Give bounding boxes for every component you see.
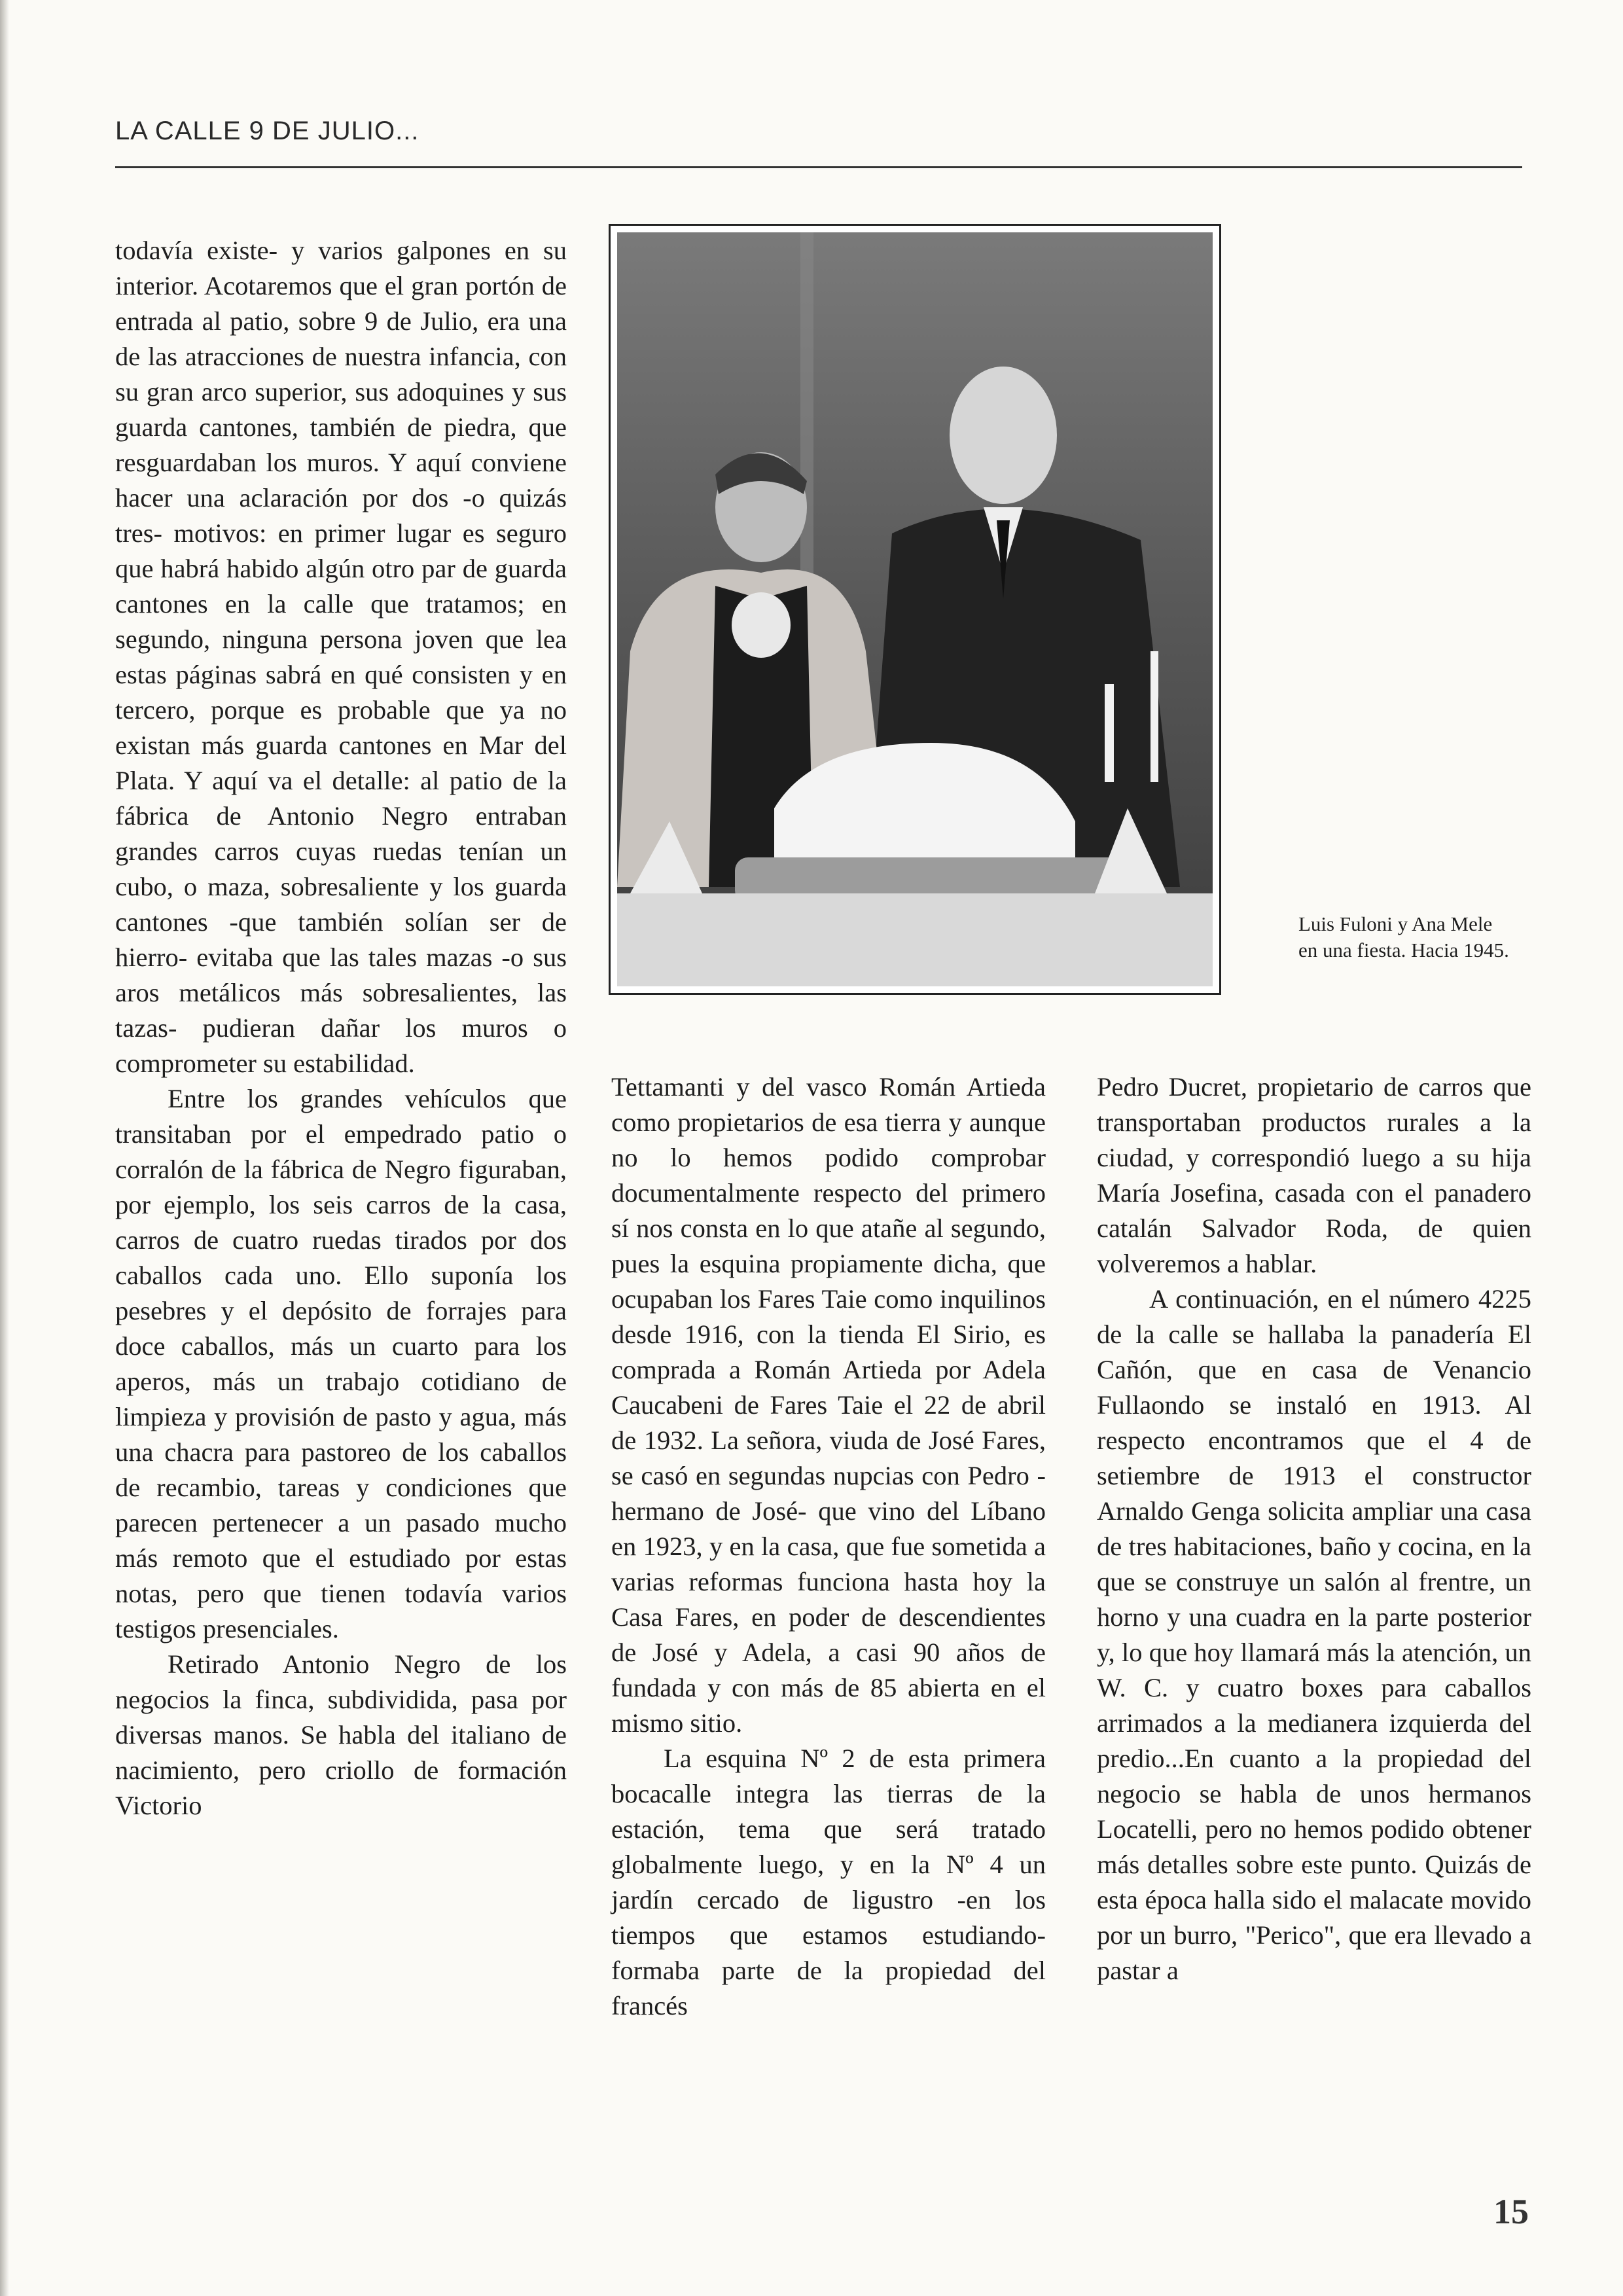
photo-frame [609,224,1221,995]
text-column-2 [611,1069,1046,2024]
header-rule [115,166,1522,168]
page-number: 15 [1493,2192,1529,2231]
running-header: LA CALLE 9 DE JULIO... [115,117,419,145]
historical-photograph [617,232,1213,986]
text-column-3 [1097,1069,1531,1988]
text-column-1 [115,233,567,1823]
paragraph: La esquina Nº 2 de esta primera bocacalle integra las tierras de la estación, tema que será tratado globalmente luego, y en la Nº 4 un jardín cercado de ligustro -en los tiempos que estamos estudiando- formaba parte de la propiedad del francés [611,1744,1046,2020]
paragraph: Entre los grandes vehículos que transitaban por el empedrado patio o corralón de la fábrica de Negro figuraban, por ejemplo, los seis carros de la casa, carros de cuatro ruedas tirados por dos caballos cada uno. Ello suponía los pesebres y el depósito de forrajes para doce caballos, más un cuarto para los aperos, más un trabajo cotidiano de limpieza y provisión de pasto y agua, más una chacra para pastoreo de los caballos de recambio, tareas y condiciones que parecen pertenecer a un pasado mucho más remoto que el estudiado por estas notas, pero que tienen todavía varios testigos presenciales. [115,1084,567,1643]
paragraph: Tettamanti y del vasco Román Artieda como propietarios de esa tierra y aunque no lo hemos podido comprobar documentalmente respecto del primero sí nos consta en lo que atañe al segundo, pues la esquina propiamente dicha, que ocupaban los Fares Taie como inquilinos desde 1916, con la tienda El Sirio, es comprada a Román Artieda por Adela Caucabeni de Fares Taie el 22 de abril de 1932. La señora, viuda de José Fares, se casó en segundas nupcias con Pedro -hermano de José- que vino del Líbano en 1923, y en la casa, que fue sometida a varias reformas funciona hasta hoy la Casa Fares, en poder de descendientes de José y Adela, a casi 90 años de fundada y con más de 85 abierta en el mismo sitio. [611,1072,1046,1738]
scan-edge [0,0,9,2296]
paragraph: Retirado Antonio Negro de los negocios la finca, subdividida, pasa por diversas manos. Se habla del italiano de nacimiento, pero criollo de formación Victorio [115,1649,567,1820]
photo-caption: Luis Fuloni y Ana Mele en una fiesta. Hacia 1945. [1298,912,1509,961]
paragraph: Pedro Ducret, propietario de carros que transportaban productos rurales a la ciudad, y correspondió luego a su hija María Josefina, casada con el panadero catalán Salvador Roda, de quien volveremos a hablar. [1097,1072,1531,1278]
paragraph: todavía existe- y varios galpones en su interior. Acotaremos que el gran portón de entrada al patio, sobre 9 de Julio, era una de las atracciones de nuestra infancia, con su gran arco superior, sus adoquines y sus guarda cantones, también de piedra, que resguardaban los muros. Y aquí conviene hacer una aclaración por dos -o quizás tres- motivos: en primer lugar es seguro que habrá habido algún otro par de guarda cantones en la calle que tratamos; en segundo, ninguna persona joven que lea estas páginas sabrá en qué consisten y en tercero, porque es probable que ya no existan más guarda cantones en Mar del Plata. Y aquí va el detalle: al patio de la fábrica de Antonio Negro entraban grandes carros cuyas ruedas tenían un cubo, o maza, sobresaliente y los guarda cantones -que también solían ser de hierro- evitaba que las tales mazas -o sus aros metálicos más sobresalientes, las tazas- pudieran dañar los muros o comprometer su estabilidad. [115,236,567,1078]
paragraph: A continuación, en el número 4225 de la calle se hallaba la panadería El Cañón, que en casa de Venancio Fullaondo se instaló en 1913. Al respecto encontramos que el 4 de setiembre de 1913 el constructor Arnaldo Genga solicita ampliar una casa de tres habitaciones, baño y cocina, en la que se construye un salón al frentre, un horno y una cuadra en la parte posterior y, lo que hoy llamará más la atención, un W. C. y cuatro boxes para caballos arrimados a la medianera izquierda del predio...En cuanto a la propiedad del negocio se habla de unos hermanos Locatelli, pero no hemos podido obtener más detalles sobre este punto. Quizás de esta época halla sido el malacate movido por un burro, "Perico", que era llevado a pastar a [1097,1284,1531,1985]
photo-illustration [617,232,1213,986]
